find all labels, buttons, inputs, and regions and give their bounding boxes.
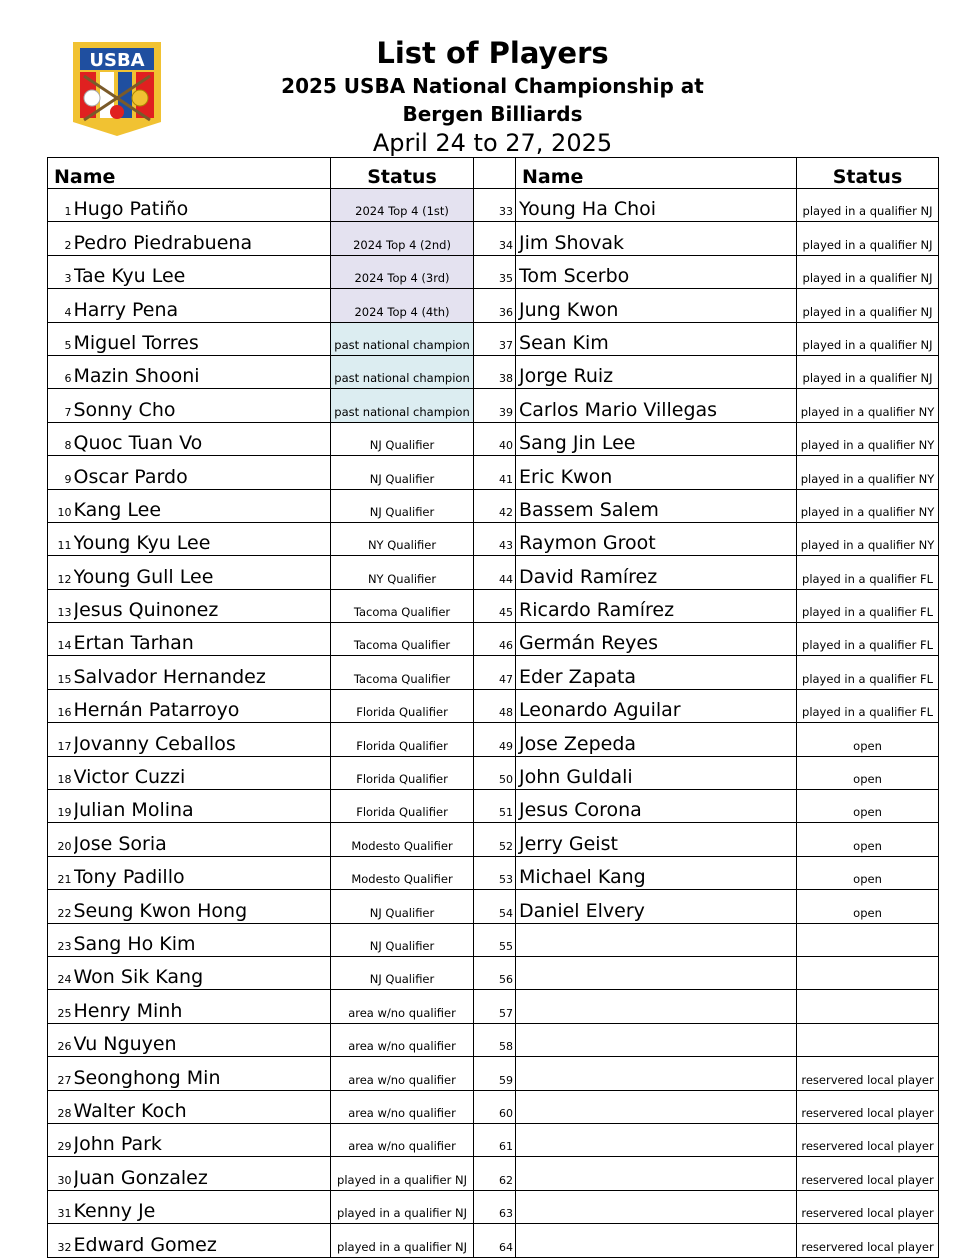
table-row	[48, 1057, 939, 1090]
player-name: Bassem Salem	[516, 489, 797, 522]
table-row	[48, 990, 939, 1023]
player-status: played in a qualifier NJ	[797, 222, 939, 255]
player-name: Seung Kwon Hong	[74, 890, 331, 923]
player-name: Kang Lee	[74, 489, 331, 522]
table-row	[48, 355, 939, 388]
player-name: Henry Minh	[74, 990, 331, 1023]
header-status-left: Status	[331, 158, 474, 189]
player-status: Tacoma Qualifier	[331, 656, 474, 689]
player-status: played in a qualifier NY	[797, 489, 939, 522]
player-number: 47	[474, 656, 516, 689]
player-status: played in a qualifier NJ	[797, 189, 939, 222]
player-status: played in a qualifier NJ	[797, 289, 939, 322]
page-subtitle: 2025 USBA National Championship at Bergen Billiards	[281, 74, 704, 126]
player-status: NJ Qualifier	[331, 923, 474, 956]
logo-text: USBA	[89, 50, 145, 71]
player-name: Young Ha Choi	[516, 189, 797, 222]
player-name: Ricardo Ramírez	[516, 589, 797, 622]
player-number: 36	[474, 289, 516, 322]
player-name	[516, 1090, 797, 1123]
player-name: Leonardo Aguilar	[516, 689, 797, 722]
player-name: Miguel Torres	[74, 322, 331, 355]
table-row	[48, 456, 939, 489]
player-status: played in a qualifier NJ	[797, 322, 939, 355]
header	[250, 34, 735, 158]
player-status: played in a qualifier NJ	[797, 355, 939, 388]
player-name: Seonghong Min	[74, 1057, 331, 1090]
player-name: Sean Kim	[516, 322, 797, 355]
player-status: played in a qualifier FL	[797, 689, 939, 722]
player-name	[516, 1157, 797, 1190]
player-status: reservered local player	[797, 1057, 939, 1090]
player-name: Oscar Pardo	[74, 456, 331, 489]
player-status: played in a qualifier NJ	[797, 255, 939, 288]
player-number: 16	[48, 689, 74, 722]
players-table	[47, 157, 939, 1258]
player-number: 54	[474, 890, 516, 923]
player-number: 62	[474, 1157, 516, 1190]
player-status: Florida Qualifier	[331, 790, 474, 823]
player-name: Michael Kang	[516, 856, 797, 889]
player-name: John Park	[74, 1123, 331, 1156]
player-status: reservered local player	[797, 1224, 939, 1257]
player-number: 46	[474, 623, 516, 656]
player-number: 6	[48, 355, 74, 388]
player-number: 31	[48, 1190, 74, 1223]
player-number: 26	[48, 1023, 74, 1056]
table-row	[48, 1123, 939, 1156]
player-number: 35	[474, 255, 516, 288]
player-name: Jim Shovak	[516, 222, 797, 255]
table-row	[48, 956, 939, 989]
player-name: Daniel Elvery	[516, 890, 797, 923]
player-status: NY Qualifier	[331, 556, 474, 589]
player-status: played in a qualifier NJ	[331, 1224, 474, 1257]
page-title: List of Players	[376, 36, 609, 70]
player-number: 17	[48, 723, 74, 756]
player-status: Tacoma Qualifier	[331, 623, 474, 656]
player-number: 1	[48, 189, 74, 222]
player-status: reservered local player	[797, 1123, 939, 1156]
player-number: 60	[474, 1090, 516, 1123]
table-row	[48, 790, 939, 823]
player-name: Eder Zapata	[516, 656, 797, 689]
player-number: 48	[474, 689, 516, 722]
player-status: played in a qualifier FL	[797, 556, 939, 589]
player-name: Won Sik Kang	[74, 956, 331, 989]
player-number: 57	[474, 990, 516, 1023]
table-header-row	[48, 158, 939, 189]
player-number: 33	[474, 189, 516, 222]
table-row	[48, 923, 939, 956]
player-name: John Guldali	[516, 756, 797, 789]
player-status: reservered local player	[797, 1157, 939, 1190]
player-number: 44	[474, 556, 516, 589]
player-number: 34	[474, 222, 516, 255]
player-status: open	[797, 723, 939, 756]
player-number: 15	[48, 656, 74, 689]
event-dates: April 24 to 27, 2025	[372, 129, 613, 157]
player-status: past national champion	[331, 389, 474, 422]
table-row	[48, 856, 939, 889]
player-number: 30	[48, 1157, 74, 1190]
player-number: 61	[474, 1123, 516, 1156]
player-number: 50	[474, 756, 516, 789]
player-status: area w/no qualifier	[331, 1123, 474, 1156]
player-status: played in a qualifier NY	[797, 522, 939, 555]
table-row	[48, 1224, 939, 1257]
player-name: Sang Jin Lee	[516, 422, 797, 455]
player-name: Walter Koch	[74, 1090, 331, 1123]
player-name: Jose Soria	[74, 823, 331, 856]
player-status: Florida Qualifier	[331, 689, 474, 722]
table-row	[48, 756, 939, 789]
player-status	[797, 923, 939, 956]
player-number: 58	[474, 1023, 516, 1056]
player-number: 7	[48, 389, 74, 422]
player-number: 53	[474, 856, 516, 889]
table-row	[48, 623, 939, 656]
player-status: reservered local player	[797, 1090, 939, 1123]
player-status: open	[797, 856, 939, 889]
player-status: open	[797, 790, 939, 823]
player-status: Modesto Qualifier	[331, 823, 474, 856]
player-status: Florida Qualifier	[331, 756, 474, 789]
player-name: Young Kyu Lee	[74, 522, 331, 555]
player-number: 41	[474, 456, 516, 489]
player-status: area w/no qualifier	[331, 990, 474, 1023]
table-row	[48, 556, 939, 589]
player-number: 23	[48, 923, 74, 956]
table-row	[48, 1023, 939, 1056]
player-name: Eric Kwon	[516, 456, 797, 489]
player-name: Sonny Cho	[74, 389, 331, 422]
player-name: Edward Gomez	[74, 1224, 331, 1257]
player-name: Hugo Patiño	[74, 189, 331, 222]
player-name	[516, 990, 797, 1023]
player-number: 40	[474, 422, 516, 455]
player-number: 43	[474, 522, 516, 555]
player-status: area w/no qualifier	[331, 1057, 474, 1090]
player-name	[516, 1057, 797, 1090]
table-row	[48, 723, 939, 756]
table-row	[48, 823, 939, 856]
table-row	[48, 656, 939, 689]
player-number: 10	[48, 489, 74, 522]
header-name-right: Name	[516, 158, 797, 189]
player-number: 14	[48, 623, 74, 656]
player-status	[797, 956, 939, 989]
player-number: 8	[48, 422, 74, 455]
table-row	[48, 255, 939, 288]
player-number: 64	[474, 1224, 516, 1257]
player-name: Germán Reyes	[516, 623, 797, 656]
player-name: Carlos Mario Villegas	[516, 389, 797, 422]
player-status: open	[797, 823, 939, 856]
table-row	[48, 289, 939, 322]
table-row	[48, 522, 939, 555]
player-status: open	[797, 756, 939, 789]
player-name: Victor Cuzzi	[74, 756, 331, 789]
player-status: NJ Qualifier	[331, 890, 474, 923]
player-number: 5	[48, 322, 74, 355]
header-status-right: Status	[797, 158, 939, 189]
header-name-left: Name	[48, 158, 331, 189]
player-status: open	[797, 890, 939, 923]
player-name: Tae Kyu Lee	[74, 255, 331, 288]
player-name: Salvador Hernandez	[74, 656, 331, 689]
player-number: 9	[48, 456, 74, 489]
player-number: 49	[474, 723, 516, 756]
table-row	[48, 222, 939, 255]
player-number: 29	[48, 1123, 74, 1156]
header-spacer	[474, 158, 516, 189]
table-row	[48, 890, 939, 923]
player-name: David Ramírez	[516, 556, 797, 589]
player-number: 2	[48, 222, 74, 255]
player-number: 19	[48, 790, 74, 823]
player-status: area w/no qualifier	[331, 1023, 474, 1056]
player-number: 32	[48, 1224, 74, 1257]
player-number: 27	[48, 1057, 74, 1090]
player-number: 22	[48, 890, 74, 923]
table-row	[48, 689, 939, 722]
player-name: Raymon Groot	[516, 522, 797, 555]
player-status: past national champion	[331, 322, 474, 355]
player-status: 2024 Top 4 (4th)	[331, 289, 474, 322]
player-name	[516, 1224, 797, 1257]
player-name: Tom Scerbo	[516, 255, 797, 288]
player-number: 63	[474, 1190, 516, 1223]
player-name: Kenny Je	[74, 1190, 331, 1223]
player-name: Jorge Ruiz	[516, 355, 797, 388]
player-name: Juan Gonzalez	[74, 1157, 331, 1190]
player-number: 12	[48, 556, 74, 589]
player-number: 39	[474, 389, 516, 422]
player-name	[516, 1123, 797, 1156]
player-number: 25	[48, 990, 74, 1023]
player-name	[516, 956, 797, 989]
player-status	[797, 1023, 939, 1056]
player-name: Jose Zepeda	[516, 723, 797, 756]
player-name: Jerry Geist	[516, 823, 797, 856]
player-name	[516, 1023, 797, 1056]
table-row	[48, 1157, 939, 1190]
player-status: NJ Qualifier	[331, 456, 474, 489]
table-row	[48, 589, 939, 622]
player-status: played in a qualifier NY	[797, 389, 939, 422]
player-name: Sang Ho Kim	[74, 923, 331, 956]
player-number: 3	[48, 255, 74, 288]
player-status: Tacoma Qualifier	[331, 589, 474, 622]
player-status: 2024 Top 4 (1st)	[331, 189, 474, 222]
player-status: played in a qualifier NJ	[331, 1157, 474, 1190]
player-name: Young Gull Lee	[74, 556, 331, 589]
player-number: 42	[474, 489, 516, 522]
player-name: Quoc Tuan Vo	[74, 422, 331, 455]
table-row	[48, 389, 939, 422]
player-name: Ertan Tarhan	[74, 623, 331, 656]
player-status: area w/no qualifier	[331, 1090, 474, 1123]
player-number: 38	[474, 355, 516, 388]
player-number: 37	[474, 322, 516, 355]
player-status: played in a qualifier NY	[797, 456, 939, 489]
player-number: 13	[48, 589, 74, 622]
player-number: 4	[48, 289, 74, 322]
player-name	[516, 923, 797, 956]
player-number: 52	[474, 823, 516, 856]
table-row	[48, 322, 939, 355]
player-name	[516, 1190, 797, 1223]
player-number: 28	[48, 1090, 74, 1123]
table-row	[48, 422, 939, 455]
player-name: Tony Padillo	[74, 856, 331, 889]
player-number: 24	[48, 956, 74, 989]
player-status: NJ Qualifier	[331, 489, 474, 522]
player-name: Hernán Patarroyo	[74, 689, 331, 722]
player-status: Florida Qualifier	[331, 723, 474, 756]
usba-logo	[70, 40, 164, 138]
player-status: 2024 Top 4 (2nd)	[331, 222, 474, 255]
player-status: Modesto Qualifier	[331, 856, 474, 889]
player-status: past national champion	[331, 355, 474, 388]
table-row	[48, 1190, 939, 1223]
player-status: played in a qualifier FL	[797, 589, 939, 622]
player-status: played in a qualifier NY	[797, 422, 939, 455]
player-name: Julian Molina	[74, 790, 331, 823]
player-number: 11	[48, 522, 74, 555]
table-row	[48, 189, 939, 222]
player-name: Vu Nguyen	[74, 1023, 331, 1056]
player-name: Jesus Quinonez	[74, 589, 331, 622]
player-status: NJ Qualifier	[331, 422, 474, 455]
player-status	[797, 990, 939, 1023]
player-name: Jesus Corona	[516, 790, 797, 823]
player-name: Harry Pena	[74, 289, 331, 322]
player-number: 55	[474, 923, 516, 956]
player-status: 2024 Top 4 (3rd)	[331, 255, 474, 288]
player-name: Mazin Shooni	[74, 355, 331, 388]
player-status: NJ Qualifier	[331, 956, 474, 989]
player-number: 45	[474, 589, 516, 622]
player-name: Pedro Piedrabuena	[74, 222, 331, 255]
player-status: reservered local player	[797, 1190, 939, 1223]
player-status: played in a qualifier FL	[797, 623, 939, 656]
player-number: 18	[48, 756, 74, 789]
player-name: Jovanny Ceballos	[74, 723, 331, 756]
player-number: 59	[474, 1057, 516, 1090]
table-row	[48, 489, 939, 522]
player-number: 20	[48, 823, 74, 856]
player-status: played in a qualifier FL	[797, 656, 939, 689]
player-number: 21	[48, 856, 74, 889]
player-name: Jung Kwon	[516, 289, 797, 322]
player-number: 56	[474, 956, 516, 989]
player-status: NY Qualifier	[331, 522, 474, 555]
player-status: played in a qualifier NJ	[331, 1190, 474, 1223]
table-row	[48, 1090, 939, 1123]
player-number: 51	[474, 790, 516, 823]
